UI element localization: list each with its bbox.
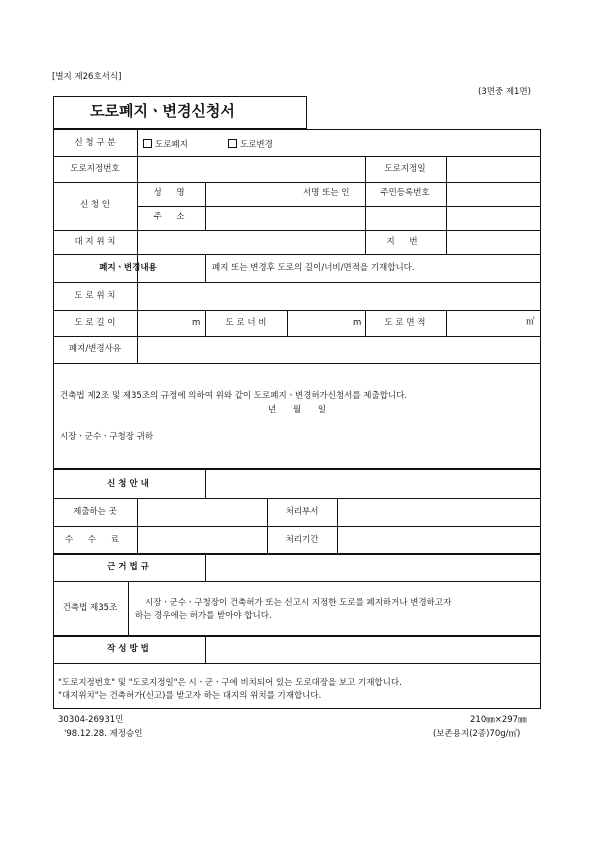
application-type-label: 신 청 구 분 <box>74 138 116 148</box>
legal-article: 건축법 제35조 <box>62 603 118 613</box>
period-label: 처리기간 <box>285 535 319 545</box>
dept-label: 처리부서 <box>285 507 319 517</box>
road-area-label: 도 로 면 적 <box>384 318 426 328</box>
page-info: (3면중 제1면) <box>478 87 531 97</box>
abolish-option[interactable] <box>143 139 188 150</box>
width-unit: m <box>353 318 362 328</box>
road-number-field[interactable] <box>139 158 363 180</box>
declaration-statement: 건축법 제2조 및 제35조의 규정에 의하여 위와 같이 도로폐지ㆍ변경허가신청서를 제출합니다. <box>60 391 408 401</box>
fee-label: 수 수 료 <box>64 535 126 545</box>
lot-number-label: 지 번 <box>386 237 424 247</box>
change-section-note: 폐지 또는 변경후 도로의 길이/너비/면적을 기재합니다. <box>212 263 415 273</box>
footer-code: 30304-26931민 <box>58 715 124 725</box>
signature-label: 서명 또는 인 <box>303 188 350 198</box>
area-unit: ㎡ <box>526 317 535 327</box>
address-field[interactable] <box>207 208 539 228</box>
road-width-field[interactable] <box>289 312 363 334</box>
submit-to-label: 제출하는 곳 <box>73 507 117 517</box>
declaration-date: 년 월 일 <box>267 405 327 415</box>
reason-label: 폐지/변경사유 <box>68 344 122 354</box>
site-location-label: 대 지 위 치 <box>74 237 116 247</box>
applicant-label: 신 청 인 <box>79 200 111 210</box>
id-number-label: 주민등록번호 <box>380 188 430 198</box>
road-number-label: 도로지정번호 <box>70 164 120 174</box>
method-title: 작 성 방 법 <box>107 644 149 654</box>
id-number-field[interactable] <box>448 184 539 204</box>
change-checkbox[interactable] <box>228 139 237 148</box>
address-label: 주 소 <box>153 212 191 222</box>
change-option-label: 도로변경 <box>240 140 273 150</box>
legal-text-line1: 시장ㆍ군수ㆍ구청장이 건축허가 또는 신고시 지정한 도로를 폐지하거나 변경하고자 <box>145 598 452 608</box>
site-location-field[interactable] <box>139 232 363 252</box>
method-line2: "대지위치"는 건축허가(신고)를 받고자 하는 대지의 위치를 기재합니다. <box>58 691 322 701</box>
form-number: [별지 제26호서식] <box>52 72 122 82</box>
footer-approval: '98.12.28. 제정승인 <box>64 729 143 739</box>
change-option[interactable] <box>228 139 273 150</box>
road-date-field[interactable] <box>448 158 539 180</box>
page-title: 도로폐지ㆍ변경신청서 <box>90 102 235 120</box>
abolish-checkbox[interactable] <box>143 139 152 148</box>
lot-number-field[interactable] <box>448 232 539 252</box>
method-line1: "도로지정번호" 및 "도로지정일"은 시ㆍ군ㆍ구에 비치되어 있는 도로대장을 보고 기재합니다. <box>58 678 402 688</box>
change-section-label: 폐지ㆍ변경내용 <box>99 263 157 273</box>
guide-title: 신 청 안 내 <box>107 479 149 489</box>
length-unit: m <box>192 318 201 328</box>
road-location-field[interactable] <box>139 284 539 308</box>
legal-text-line2: 하는 경우에는 허가를 받아야 합니다. <box>135 611 272 621</box>
declaration-addressee: 시장ㆍ군수ㆍ구청장 귀하 <box>60 432 154 442</box>
reason-field[interactable] <box>139 338 539 361</box>
footer-paper: (보존용지(2종)70g/㎡) <box>433 729 521 739</box>
name-label: 성 명 <box>153 188 191 198</box>
road-width-label: 도 로 너 비 <box>225 318 267 328</box>
road-length-label: 도 로 길 이 <box>74 318 116 328</box>
road-location-label: 도 로 위 치 <box>74 291 116 301</box>
footer-size: 210㎜×297㎜ <box>470 715 527 725</box>
road-date-label: 도로지정일 <box>384 164 426 174</box>
abolish-option-label: 도로폐지 <box>155 140 188 150</box>
legal-title: 근 거 법 규 <box>107 562 149 572</box>
